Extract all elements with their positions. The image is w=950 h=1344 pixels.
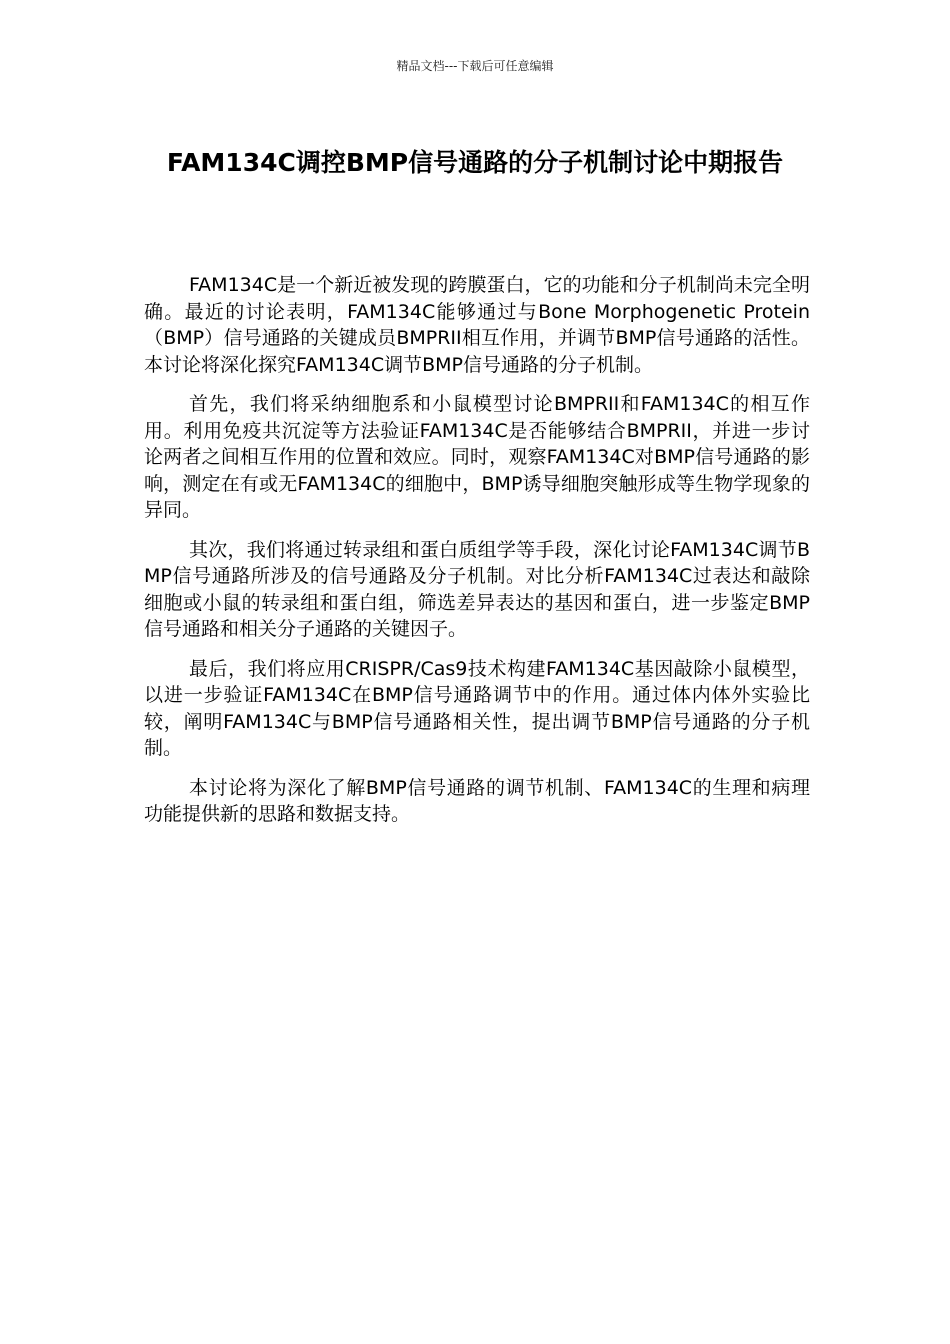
paragraph-third: 最后，我们将应用CRISPR/Cas9技术构建FAM134C基因敲除小鼠模型，以进一步验证FAM134C在BMP信号通路调节中的作用。通过体内体外实验比较，阐明FAM134C与BMP信号通路相关性，提出调节BMP信号通路的分子机制。 xyxy=(144,657,810,759)
document-body xyxy=(144,272,810,841)
paragraph-intro: FAM134C是一个新近被发现的跨膜蛋白，它的功能和分子机制尚未完全明确。最近的讨论表明，FAM134C能够通过与Bone Morphogenetic Protein（BMP）信号通路的关键成员BMPRII相互作用，并调节BMP信号通路的活性。本讨论将深化探究FAM134C调节BMP信号通路的分子机制。 xyxy=(144,274,810,376)
paragraph-conclusion: 本讨论将为深化了解BMP信号通路的调节机制、FAM134C的生理和病理功能提供新的思路和数据支持。 xyxy=(144,776,810,825)
header-note: 精品文档---下载后可任意编辑 xyxy=(396,59,554,73)
paragraph-second: 其次，我们将通过转录组和蛋白质组学等手段，深化讨论FAM134C调节BMP信号通路所涉及的信号通路及分子机制。对比分析FAM134C过表达和敲除细胞或小鼠的转录组和蛋白组，筛选差异表达的基因和蛋白，进一步鉴定BMP信号通路和相关分子通路的关键因子。 xyxy=(144,538,810,640)
document-title: FAM134C调控BMP信号通路的分子机制讨论中期报告 xyxy=(166,148,784,177)
paragraph-first: 首先，我们将采纳细胞系和小鼠模型讨论BMPRII和FAM134C的相互作用。利用免疫共沉淀等方法验证FAM134C是否能够结合BMPRII，并进一步讨论两者之间相互作用的位置和效应。同时，观察FAM134C对BMP信号通路的影响，测定在有或无FAM134C的细胞中，BMP诱导细胞突触形成等生物学现象的异同。 xyxy=(144,393,810,521)
